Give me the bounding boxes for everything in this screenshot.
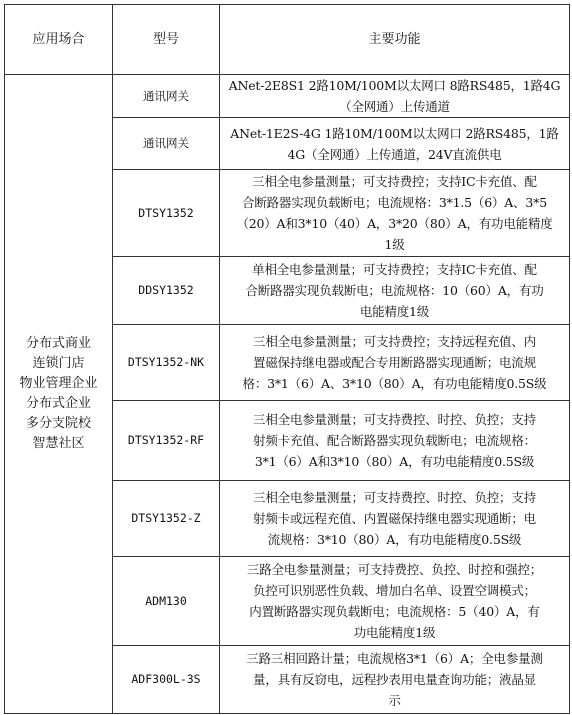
table-row [5,75,570,118]
function-cell [220,325,570,401]
function-line: 三路全电参量测量；可支持费控、负控、时控和强控； [246,562,543,577]
table-header-row [5,5,570,75]
model-cell: ADF300L-3S [113,646,220,714]
function-line: 电能精度1级 [359,304,430,319]
function-line: 3*1（6）A和3*10（80）A，有功电能精度0.5S级 [254,454,535,469]
model-cell: 通讯网关 [113,75,220,118]
function-line: （全网通）上传通道 [339,99,450,114]
model-cell: ADM130 [113,557,220,646]
function-line: 4G（全网通）上传通道，24V直流供电 [287,146,502,162]
function-cell [220,401,570,481]
scene-line: 多分支院校 [25,416,91,431]
function-line: 三相全电参量测量；可支持费控、时控、负控；支持 [253,412,536,427]
function-line: 三相全电参量测量；可支持费控、时控、负控；支持 [253,490,536,505]
function-cell [220,75,570,118]
model-cell: 通讯网关 [113,118,220,170]
function-cell [220,118,570,170]
document-page [4,4,570,714]
model-cell: DTSY1352-NK [113,325,220,401]
function-cell [220,170,570,257]
function-cell [220,557,570,646]
scene-line: 连锁门店 [32,356,85,371]
function-line: 流规格：3*10（80）A，有功电能精度0.5S级 [267,532,522,547]
function-cell [220,481,570,557]
function-line: 三相全电参量测量；可支持费控；支持IC卡充值、配 [252,174,537,189]
scene-cell [5,75,113,714]
function-line: 射频卡充值、配合断路器实现负载断电；电流规格： [253,433,536,448]
function-line: ANet-2E8S1 2路10M/100M以太网口 8路RS485，1路4G [228,78,561,93]
header-model: 型号 [113,5,220,75]
function-line: 示 [388,693,401,708]
header-function: 主要功能 [220,5,570,75]
scene-line: 分布式商业 [25,336,91,351]
function-line: 负控可识别恶性负载、增加白名单、设置空调模式； [253,583,536,598]
header-scene: 应用场合 [5,5,113,75]
function-line: 合断路器实现负载断电；电流规格：3*1.5（6）A、3*5 [242,195,547,210]
model-cell: DTSY1352 [113,170,220,257]
scene-line: 物业管理企业 [19,376,98,391]
function-line: 量，具有反窃电，远程抄表用电量查询功能；液晶显 [253,672,536,687]
function-line: 内置断路器实现负载断电；电流规格：5（40）A，有 [249,604,540,619]
function-line: 合断路器实现负载断电；电流规格：10（60）A，有功 [245,283,544,298]
function-line: 格：3*1（6）A、3*10（80）A，有功电能精度0.5S级 [242,376,547,391]
function-line: 射频卡或远程充值、内置磁保持继电器实现通断；电 [253,511,536,526]
function-line: ANet-1E2S-4G 1路10M/100M以太网口 2路RS485，1路 [230,125,559,141]
product-table [4,4,570,714]
model-cell: DTSY1352-Z [113,481,220,557]
function-line: 1级 [384,237,405,252]
function-line: 单相全电参量测量；可支持费控；支持IC卡充值、配 [252,262,537,277]
function-line: 三路三相回路计量；电流规格3*1（6）A；全电参量测 [246,651,543,666]
function-cell [220,257,570,325]
scene-line: 分布式企业 [25,396,91,411]
function-line: 置磁保持继电器或配合专用断路器实现通断；电流规 [253,355,536,370]
function-line: （20）A和3*10（40）A，3*20（80）A，有功电能精度 [236,216,553,231]
model-cell: DDSY1352 [113,257,220,325]
function-line: 三相全电参量测量；可支持费控；支持远程充值、内 [253,334,536,349]
scene-line: 智慧社区 [32,436,85,451]
model-cell: DTSY1352-RF [113,401,220,481]
function-line: 功电能精度1级 [353,625,436,640]
function-cell [220,646,570,714]
